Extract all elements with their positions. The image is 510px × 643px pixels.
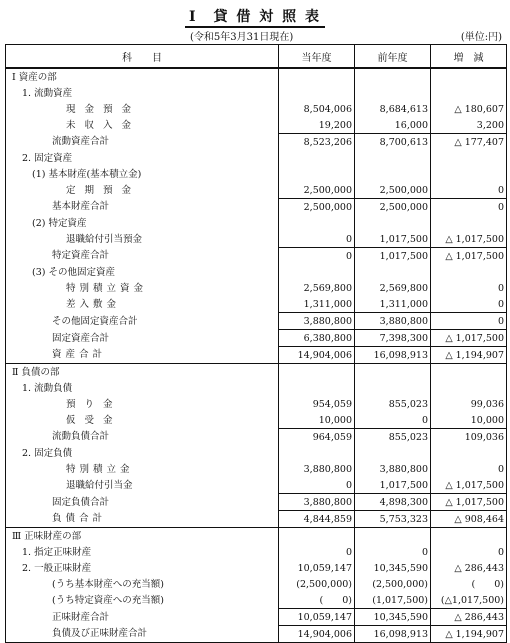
row-change: △ 286,443 xyxy=(431,560,507,576)
row-label: 差入敷金 xyxy=(6,296,279,313)
table-row xyxy=(6,477,507,494)
row-change xyxy=(431,364,507,381)
row-label: その他固定資産合計 xyxy=(6,313,279,330)
row-current: 3,880,800 xyxy=(279,461,355,477)
row-current: 1,311,000 xyxy=(279,296,355,313)
row-current xyxy=(279,264,355,280)
row-change xyxy=(431,150,507,166)
row-previous: 16,098,913 xyxy=(355,347,431,364)
row-previous: 1,017,500 xyxy=(355,231,431,248)
row-current: 19,200 xyxy=(279,117,355,134)
title-text: Ⅰ 貸 借 対 照 表 xyxy=(185,9,325,28)
row-change: △ 1,194,907 xyxy=(431,626,507,643)
row-previous xyxy=(355,264,431,280)
row-label: 固定資産合計 xyxy=(6,330,279,347)
row-current: 10,000 xyxy=(279,412,355,429)
row-current: (2,500,000) xyxy=(279,576,355,592)
row-label: (1) 基本財産(基本積立金) xyxy=(6,166,279,182)
row-label: 1. 流動資産 xyxy=(6,85,279,101)
row-previous: 8,684,613 xyxy=(355,101,431,117)
row-previous: 4,898,300 xyxy=(355,494,431,511)
row-previous: 7,398,300 xyxy=(355,330,431,347)
row-change: 99,036 xyxy=(431,396,507,412)
table-row xyxy=(6,494,507,511)
row-label: 固定負債合計 xyxy=(6,494,279,511)
table-row xyxy=(6,380,507,396)
row-previous xyxy=(355,445,431,461)
table-row xyxy=(6,528,507,545)
row-current xyxy=(279,528,355,545)
row-label: 2. 固定負債 xyxy=(6,445,279,461)
row-label: 仮受金 xyxy=(6,412,279,429)
row-current: 2,569,800 xyxy=(279,280,355,296)
row-current xyxy=(279,166,355,182)
row-change: 109,036 xyxy=(431,429,507,446)
table-row xyxy=(6,231,507,248)
table-row xyxy=(6,166,507,182)
row-current: ( 0) xyxy=(279,592,355,609)
row-current: 4,844,859 xyxy=(279,511,355,528)
table-row xyxy=(6,150,507,166)
row-change: △ 1,194,907 xyxy=(431,347,507,364)
header-current: 当年度 xyxy=(279,45,355,69)
table-row xyxy=(6,347,507,364)
row-label: Ⅲ 正味財産の部 xyxy=(6,528,279,545)
row-label: 2. 固定資産 xyxy=(6,150,279,166)
row-previous xyxy=(355,150,431,166)
row-current xyxy=(279,445,355,461)
table-row xyxy=(6,396,507,412)
row-current: 964,059 xyxy=(279,429,355,446)
row-current: 6,380,800 xyxy=(279,330,355,347)
table-row xyxy=(6,117,507,134)
row-current: 954,059 xyxy=(279,396,355,412)
row-label: 負債合計 xyxy=(6,511,279,528)
row-label: Ⅰ 資産の部 xyxy=(6,68,279,85)
row-previous: 2,500,000 xyxy=(355,199,431,216)
table-row xyxy=(6,461,507,477)
row-change: 0 xyxy=(431,461,507,477)
row-previous: 10,345,590 xyxy=(355,609,431,626)
row-change xyxy=(431,68,507,85)
row-change: 0 xyxy=(431,296,507,313)
row-previous xyxy=(355,215,431,231)
row-label: 現金預金 xyxy=(6,101,279,117)
table-row xyxy=(6,592,507,609)
row-current: 8,523,206 xyxy=(279,134,355,151)
row-current xyxy=(279,364,355,381)
table-row xyxy=(6,280,507,296)
row-previous: 3,880,800 xyxy=(355,461,431,477)
row-change: 10,000 xyxy=(431,412,507,429)
row-previous xyxy=(355,166,431,182)
row-change xyxy=(431,264,507,280)
row-previous: 10,345,590 xyxy=(355,560,431,576)
row-previous xyxy=(355,85,431,101)
row-current xyxy=(279,150,355,166)
table-row xyxy=(6,85,507,101)
row-previous: 8,700,613 xyxy=(355,134,431,151)
row-current xyxy=(279,215,355,231)
row-change: 0 xyxy=(431,199,507,216)
row-previous xyxy=(355,68,431,85)
row-previous: 5,753,323 xyxy=(355,511,431,528)
row-previous xyxy=(355,380,431,396)
table-row xyxy=(6,134,507,151)
row-current: 2,500,000 xyxy=(279,199,355,216)
table-row xyxy=(6,364,507,381)
table-row xyxy=(6,182,507,199)
page-title xyxy=(0,6,510,26)
table-row xyxy=(6,248,507,265)
row-previous: 2,500,000 xyxy=(355,182,431,199)
header-previous: 前年度 xyxy=(355,45,431,69)
table-row xyxy=(6,68,507,85)
row-change xyxy=(431,85,507,101)
row-label: 退職給付引当預金 xyxy=(6,231,279,248)
row-change: △ 180,607 xyxy=(431,101,507,117)
table-row xyxy=(6,101,507,117)
row-previous xyxy=(355,528,431,545)
row-previous: 16,098,913 xyxy=(355,626,431,643)
row-previous: 1,017,500 xyxy=(355,477,431,494)
row-current xyxy=(279,85,355,101)
row-change: △ 1,017,500 xyxy=(431,248,507,265)
table-row xyxy=(6,215,507,231)
row-change: △ 1,017,500 xyxy=(431,231,507,248)
row-previous: 855,023 xyxy=(355,396,431,412)
row-previous: 1,311,000 xyxy=(355,296,431,313)
row-previous xyxy=(355,364,431,381)
row-label: 退職給付引当金 xyxy=(6,477,279,494)
row-change: 3,200 xyxy=(431,117,507,134)
row-label: 特定資産合計 xyxy=(6,248,279,265)
row-current: 10,059,147 xyxy=(279,609,355,626)
row-current: 0 xyxy=(279,231,355,248)
unit-note: (単位:円) xyxy=(460,32,502,43)
header-row xyxy=(6,45,507,69)
row-label: 流動負債合計 xyxy=(6,429,279,446)
row-current: 0 xyxy=(279,544,355,560)
row-previous: 3,880,800 xyxy=(355,313,431,330)
row-current: 0 xyxy=(279,477,355,494)
row-previous: 0 xyxy=(355,412,431,429)
row-change: △ 908,464 xyxy=(431,511,507,528)
row-previous: 16,000 xyxy=(355,117,431,134)
row-current: 8,504,006 xyxy=(279,101,355,117)
row-current xyxy=(279,68,355,85)
table-row xyxy=(6,560,507,576)
row-current xyxy=(279,380,355,396)
row-label: (うち基本財産への充当額) xyxy=(6,576,279,592)
table-row xyxy=(6,330,507,347)
row-label: 正味財産合計 xyxy=(6,609,279,626)
date-note: (令和5年3月31日現在) xyxy=(190,32,294,43)
header-change: 増 減 xyxy=(431,45,507,69)
row-current: 0 xyxy=(279,248,355,265)
row-current: 10,059,147 xyxy=(279,560,355,576)
row-current: 3,880,800 xyxy=(279,313,355,330)
row-change: 0 xyxy=(431,544,507,560)
row-label: 負債及び正味財産合計 xyxy=(6,626,279,643)
row-change: △ 1,017,500 xyxy=(431,330,507,347)
row-change xyxy=(431,445,507,461)
row-change: 0 xyxy=(431,182,507,199)
header-item: 科 目 xyxy=(6,45,279,69)
row-previous: (2,500,000) xyxy=(355,576,431,592)
row-label: Ⅱ 負債の部 xyxy=(6,364,279,381)
row-label: (2) 特定資産 xyxy=(6,215,279,231)
row-change: 0 xyxy=(431,280,507,296)
row-label: 資産合計 xyxy=(6,347,279,364)
row-label: 特別積立金 xyxy=(6,461,279,477)
table-row xyxy=(6,296,507,313)
table-row xyxy=(6,264,507,280)
table-row xyxy=(6,199,507,216)
row-current: 14,904,006 xyxy=(279,347,355,364)
row-label: 未収入金 xyxy=(6,117,279,134)
table-row xyxy=(6,511,507,528)
row-change: (△1,017,500) xyxy=(431,592,507,609)
table-row xyxy=(6,429,507,446)
row-label: (3) その他固定資産 xyxy=(6,264,279,280)
row-change xyxy=(431,528,507,545)
row-label: 2. 一般正味財産 xyxy=(6,560,279,576)
table-row xyxy=(6,313,507,330)
row-current: 2,500,000 xyxy=(279,182,355,199)
row-current: 14,904,006 xyxy=(279,626,355,643)
row-change xyxy=(431,215,507,231)
row-label: 定期預金 xyxy=(6,182,279,199)
row-change: △ 1,017,500 xyxy=(431,477,507,494)
row-change: △ 286,443 xyxy=(431,609,507,626)
row-previous: 2,569,800 xyxy=(355,280,431,296)
row-label: 1. 流動負債 xyxy=(6,380,279,396)
row-change xyxy=(431,166,507,182)
row-label: 預り金 xyxy=(6,396,279,412)
row-change: △ 1,017,500 xyxy=(431,494,507,511)
row-change: 0 xyxy=(431,313,507,330)
row-label: 1. 指定正味財産 xyxy=(6,544,279,560)
row-label: 流動資産合計 xyxy=(6,134,279,151)
row-label: (うち特定資産への充当額) xyxy=(6,592,279,609)
table-row xyxy=(6,445,507,461)
table-row xyxy=(6,576,507,592)
balance-sheet-table xyxy=(5,44,507,643)
row-previous: (1,017,500) xyxy=(355,592,431,609)
table-row xyxy=(6,609,507,626)
row-previous: 0 xyxy=(355,544,431,560)
row-change: △ 177,407 xyxy=(431,134,507,151)
row-change xyxy=(431,380,507,396)
table-row xyxy=(6,412,507,429)
row-previous: 855,023 xyxy=(355,429,431,446)
row-label: 特別積立資金 xyxy=(6,280,279,296)
row-current: 3,880,800 xyxy=(279,494,355,511)
row-change: ( 0) xyxy=(431,576,507,592)
row-label: 基本財産合計 xyxy=(6,199,279,216)
row-previous: 1,017,500 xyxy=(355,248,431,265)
table-row xyxy=(6,544,507,560)
